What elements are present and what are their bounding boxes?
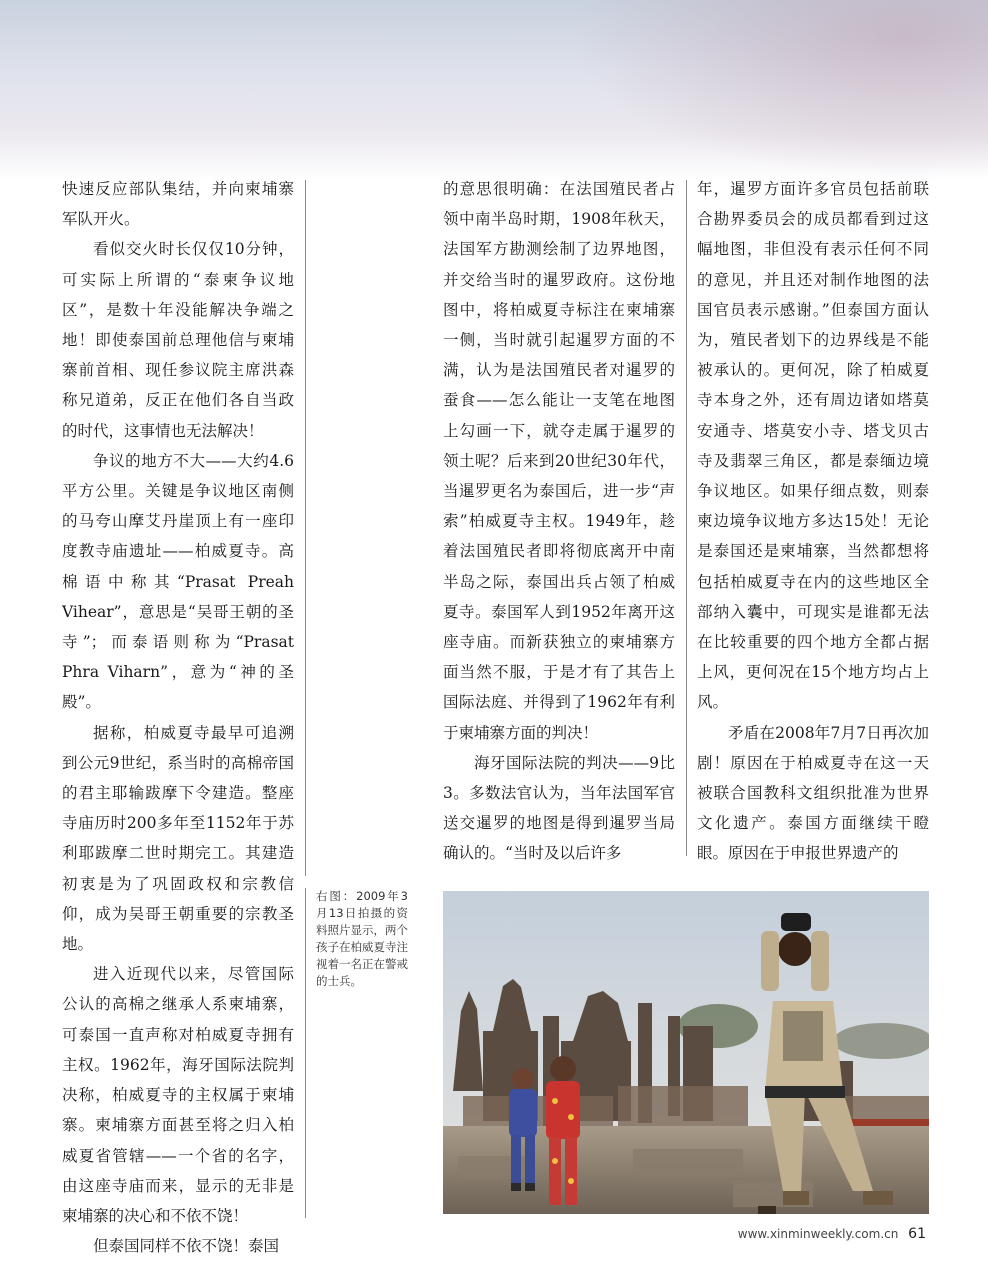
paragraph: 但泰国同样不依不饶！泰国 <box>93 1237 280 1256</box>
column-divider <box>305 180 306 876</box>
page-footer <box>738 1226 926 1242</box>
column-divider <box>686 180 687 856</box>
column-divider <box>305 888 306 1218</box>
article-column-1 <box>62 174 294 1261</box>
header-sky-photo <box>0 0 988 180</box>
paragraph: 的意思很明确：在法国殖民者占领中南半岛时期，1908年秋天，法国军方勘测绘制了边界地图，并交给当时的暹罗政府。这份地图中，将柏威夏寺标注在柬埔寨一侧，当时就引起暹罗方面的不满，认为是法国殖民者对暹罗的蚕食——怎么能让一支笔在地图上勾画一下，就夺走属于暹罗的领土呢？后来到20世纪30年代，当暹罗更名为泰国后，进一步“声索”柏威夏寺主权。1949年，趁着法国殖民者即将彻底离开中南半岛之际，泰国出兵占领了柏威夏寺。泰国军人到1952年离开这座寺庙。而新获独立的柬埔寨方面当然不服，于是才有了其告上国际法庭、并得到了1962年有利于柬埔寨方面的判决！ <box>443 180 675 742</box>
paragraph: 年，暹罗方面许多官员包括前联合勘界委员会的成员都看到过这幅地图，非但没有表示任何不同的意见，并且还对制作地图的法国官员表示感谢。”但泰国方面认为，殖民者划下的边界线是不能被承认的。更何况，除了柏威夏寺本身之外，还有周边诸如塔莫安通寺、塔莫安小寺、塔戈贝古寺及翡翠三角区，都是泰缅边境争议地区。如果仔细点数，则泰柬边境争议地方多达15处！无论是泰国还是柬埔寨，当然都想将包括柏威夏寺在内的这些地区全部纳入囊中，可现实是谁都无法在比较重要的四个地方全都占据上风，更何况在15个地方均占上风。 <box>697 180 929 712</box>
photo-caption: 右图：2009年3月13日拍摄的资料照片显示，两个孩子在柏威夏寺注视着一名正在警戒的士兵。 <box>316 889 408 988</box>
paragraph: 争议的地方不大——大约4.6平方公里。关键是争议地区南侧的马夸山摩艾丹崖顶上有一座印度教寺庙遗址——柏威夏寺。高棉语中称其“Prasat Preah Vihear”，意思是“吴哥王朝的圣寺”；而泰语则称为“Prasat Phra Viharn”，意为“神的圣殿”。 <box>62 451 294 712</box>
footer-url: www.xinminweekly.com.cn <box>737 1227 899 1241</box>
temple-soldier-photo <box>443 891 929 1214</box>
article-column-3 <box>697 174 929 869</box>
paragraph: 矛盾在2008年7月7日再次加剧！原因在于柏威夏寺在这一天被联合国教科文组织批准为世界文化遗产。泰国方面继续干瞪眼。原因在于申报世界遗产的 <box>697 723 929 863</box>
paragraph: 进入近现代以来，尽管国际公认的高棉之继承人系柬埔寨，可泰国一直声称对柏威夏寺拥有主权。1962年，海牙国际法院判决称，柏威夏寺的主权属于柬埔寨。柬埔寨方面甚至将之归入柏威夏省管辖——一个省的名字，由这座寺庙而来，显示的无非是柬埔寨的决心和不依不饶！ <box>62 965 294 1225</box>
paragraph: 快速反应部队集结，并向柬埔寨军队开火。 <box>62 180 294 229</box>
paragraph: 海牙国际法院的判决——9比3。多数法官认为，当年法国军官送交暹罗的地图是得到暹罗当局确认的。“当时及以后许多 <box>443 753 675 863</box>
paragraph: 据称，柏威夏寺最早可追溯到公元9世纪，系当时的高棉帝国的君主耶输跋摩下令建造。整座寺庙历时200多年至1152年于苏利耶跋摩二世时期完工。其建造初衷是为了巩固政权和宗教信仰，成为吴哥王朝重要的宗教圣地。 <box>62 723 294 954</box>
paragraph: 看似交火时长仅仅10分钟，可实际上所谓的“泰柬争议地区”，是数十年没能解决争端之地！即使泰国前总理他信与柬埔寨前首相、现任参议院主席洪森称兄道弟，反正在他们各自当政的时代，这事情也无法解决！ <box>62 240 294 440</box>
article-column-2 <box>443 174 675 869</box>
page-number: 61 <box>908 1226 926 1242</box>
